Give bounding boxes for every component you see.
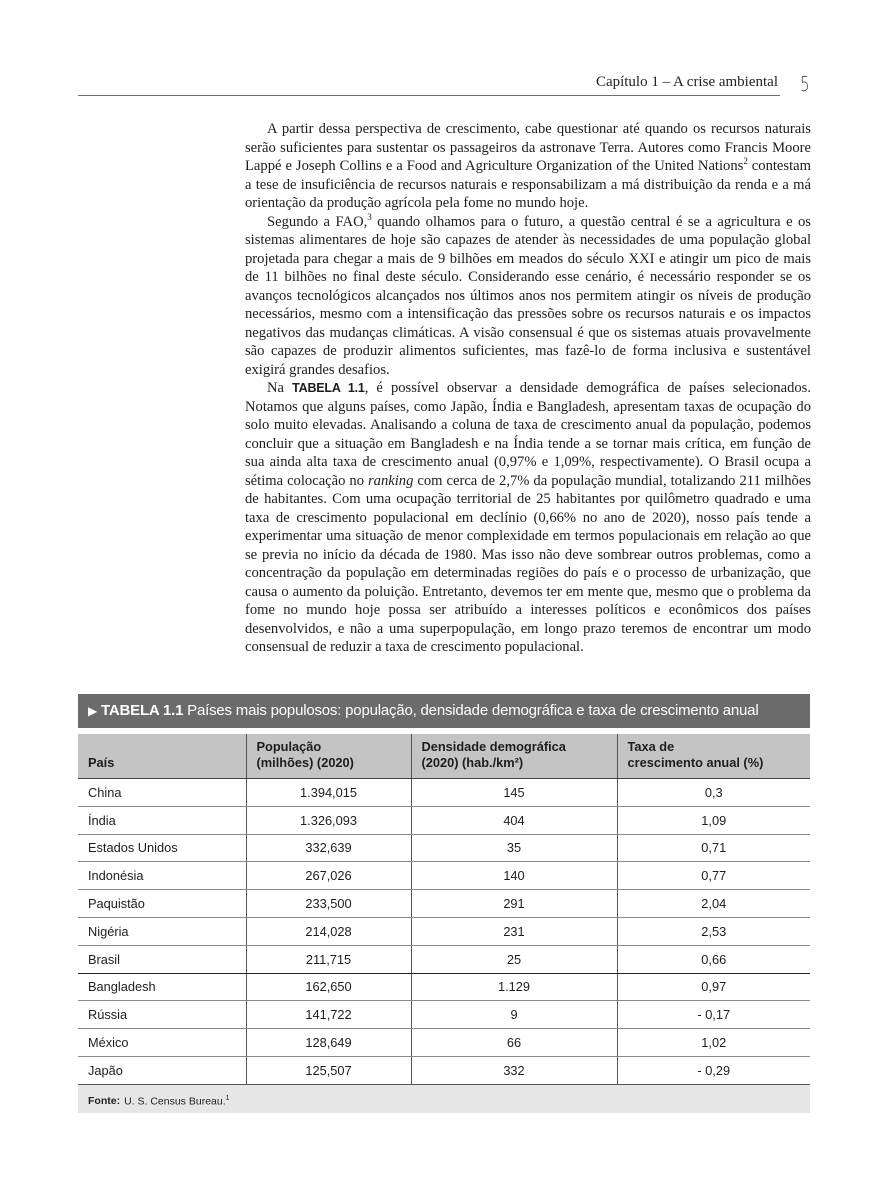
cell-population: 267,026 [246,862,411,890]
cell-country: Rússia [78,1001,246,1029]
cell-density: 140 [411,862,617,890]
cell-growth: 0,71 [617,834,810,862]
population-table [78,694,810,1113]
cell-growth: - 0,17 [617,1001,810,1029]
table-row [78,834,810,862]
cell-population: 233,500 [246,890,411,918]
cell-growth: 0,66 [617,945,810,973]
footnote-ref-3[interactable]: 3 [367,211,372,222]
column-header-country: País [78,734,246,779]
cell-density: 404 [411,806,617,834]
cell-density: 25 [411,945,617,973]
cell-country: China [78,779,246,807]
cell-country: Japão [78,1056,246,1084]
cell-growth: - 0,29 [617,1056,810,1084]
page-number: 5 [800,72,810,96]
paragraph-2: Segundo a FAO,$^3$ quando olhamos para o futuro, a questão central é se a agricultura e os sistemas alimentares de hoje são capazes de atender às necessidades de uma população global projetada para chegar a mais de 9 bilhões em meados do século XXI e atingir um pico de mais de 11 bilhões no final deste século. Considerando esse cenário, é necessário responder se os avanços tecnológicos alcançados nos últimos anos nos permitem atingir os níveis de produção necessários, mesmo com a intensificação das pressões sobre os recursos naturais e os impactos negativos das mudanças climáticas. A visão consensual é que os sistemas atuais provavelmente são capazes de produzir alimentos suficientes, mas fazê-lo de forma inclusiva e sustentável exigirá grandes desafios. [245,211,811,378]
cell-country: Indonésia [78,862,246,890]
cell-country: México [78,1029,246,1057]
cell-growth: 0,97 [617,973,810,1001]
cell-population: 141,722 [246,1001,411,1029]
cell-growth: 1,02 [617,1029,810,1057]
table-row [78,862,810,890]
table-row [78,1029,810,1057]
table-row [78,973,810,1001]
cell-density: 35 [411,834,617,862]
table-caption: Países mais populosos: população, densidade demográfica e taxa de crescimento anual [183,702,759,719]
triangle-marker-icon: ▶ [88,704,98,718]
footnote-ref-1[interactable]: 1 [225,1094,230,1102]
cell-density: 66 [411,1029,617,1057]
paragraph-1: A partir dessa perspectiva de crescimento, cabe questionar até quando os recursos naturais serão suficientes para sustentar os passageiros da astronave Terra. Autores como Francis Moore Lappé e Joseph Collins e a Food and Agriculture Organization of the United Nations$^2$ contestam a tese de insuficiência de recursos naturais e responsabilizam a má distribuição da renda e a má orientação da produção agrícola pela fome no mundo hoje. [245,121,811,211]
cell-density: 291 [411,890,617,918]
source-label: Fonte: [88,1095,121,1108]
table-row [78,1056,810,1084]
body-text [245,120,811,657]
cell-country: Bangladesh [78,973,246,1001]
cell-country: Índia [78,806,246,834]
column-header-population: População (milhões) (2020) [246,734,411,779]
cell-population: 1.394,015 [246,779,411,807]
cell-growth: 2,04 [617,890,810,918]
cell-population: 211,715 [246,945,411,973]
table-row [78,1001,810,1029]
footnote-ref-2[interactable]: 2 [743,156,748,167]
cell-density: 145 [411,779,617,807]
cell-population: 128,649 [246,1029,411,1057]
source-text: U. S. Census Bureau. [124,1095,226,1108]
cell-population: 162,650 [246,973,411,1001]
cell-country: Paquistão [78,890,246,918]
table-row [78,917,810,945]
emphasis-ranking: ranking [368,472,414,489]
cell-growth: 0,3 [617,779,810,807]
cell-growth: 1,09 [617,806,810,834]
column-header-growth: Taxa de crescimento anual (%) [617,734,810,779]
cell-country: Nigéria [78,917,246,945]
table-row [78,806,810,834]
running-header [78,70,780,96]
cell-population: 125,507 [246,1056,411,1084]
cell-population: 1.326,093 [246,806,411,834]
table-label: TABELA 1.1 [101,702,184,719]
data-table [78,734,810,1085]
cell-density: 9 [411,1001,617,1029]
table-header-row [78,734,810,779]
table-title-bar [78,694,810,728]
cell-growth: 0,77 [617,862,810,890]
cell-growth: 2,53 [617,917,810,945]
cell-country: Estados Unidos [78,834,246,862]
table-reference[interactable]: TABELA 1.1 [292,381,365,395]
table-row [78,945,810,973]
column-header-density: Densidade demográfica (2020) (hab./km²) [411,734,617,779]
cell-population: 214,028 [246,917,411,945]
paragraph-3: Na TABELA 1.1, é possível observar a densidade demográfica de países selecionados. Notamos que alguns países, como Japão, Índia e Bangladesh, apresentam taxas de ocupação do solo muito elevadas. Analisando a coluna de taxa de crescimento anual da população, podemos concluir que a situação em Bangladesh e na Índia tende a se tornar mais crítica, em função de sua ainda alta taxa de crescimento anual (0,97% e 1,09%, respectivamente). O Brasil ocupa a sétima colocação no ranking com cerca de 2,7% da população mundial, totalizando 211 milhões de habitantes. Com uma ocupação territorial de 25 habitantes por quilômetro quadrado e uma taxa de crescimento populacional em declínio (0,66% no ano de 2020), nosso país tende a experimentar uma situação de menor complexidade em termos populacionais em relação ao que se previa no início da década de 1980. Mas isso não deve sombrear outros problemas, como a concentração da população em determinadas regiões do país e o processo de urbanização, que causa o aumento da poluição. Entretanto, devemos ter em mente que, mesmo que o problema da fome no mundo hoje possa ser atribuído a interesses políticos e econômicos dos países desenvolvidos, e não a uma superpopulação, em longo prazo teremos de encontrar um modo consensual de reduzir a taxa de crescimento populacional. [245,380,811,655]
cell-population: 332,639 [246,834,411,862]
cell-density: 231 [411,917,617,945]
table-row [78,890,810,918]
cell-density: 332 [411,1056,617,1084]
table-row [78,779,810,807]
cell-density: 1.129 [411,973,617,1001]
cell-country: Brasil [78,945,246,973]
table-source-footer [78,1085,810,1113]
chapter-title: Capítulo 1 – A crise ambiental [595,74,778,90]
